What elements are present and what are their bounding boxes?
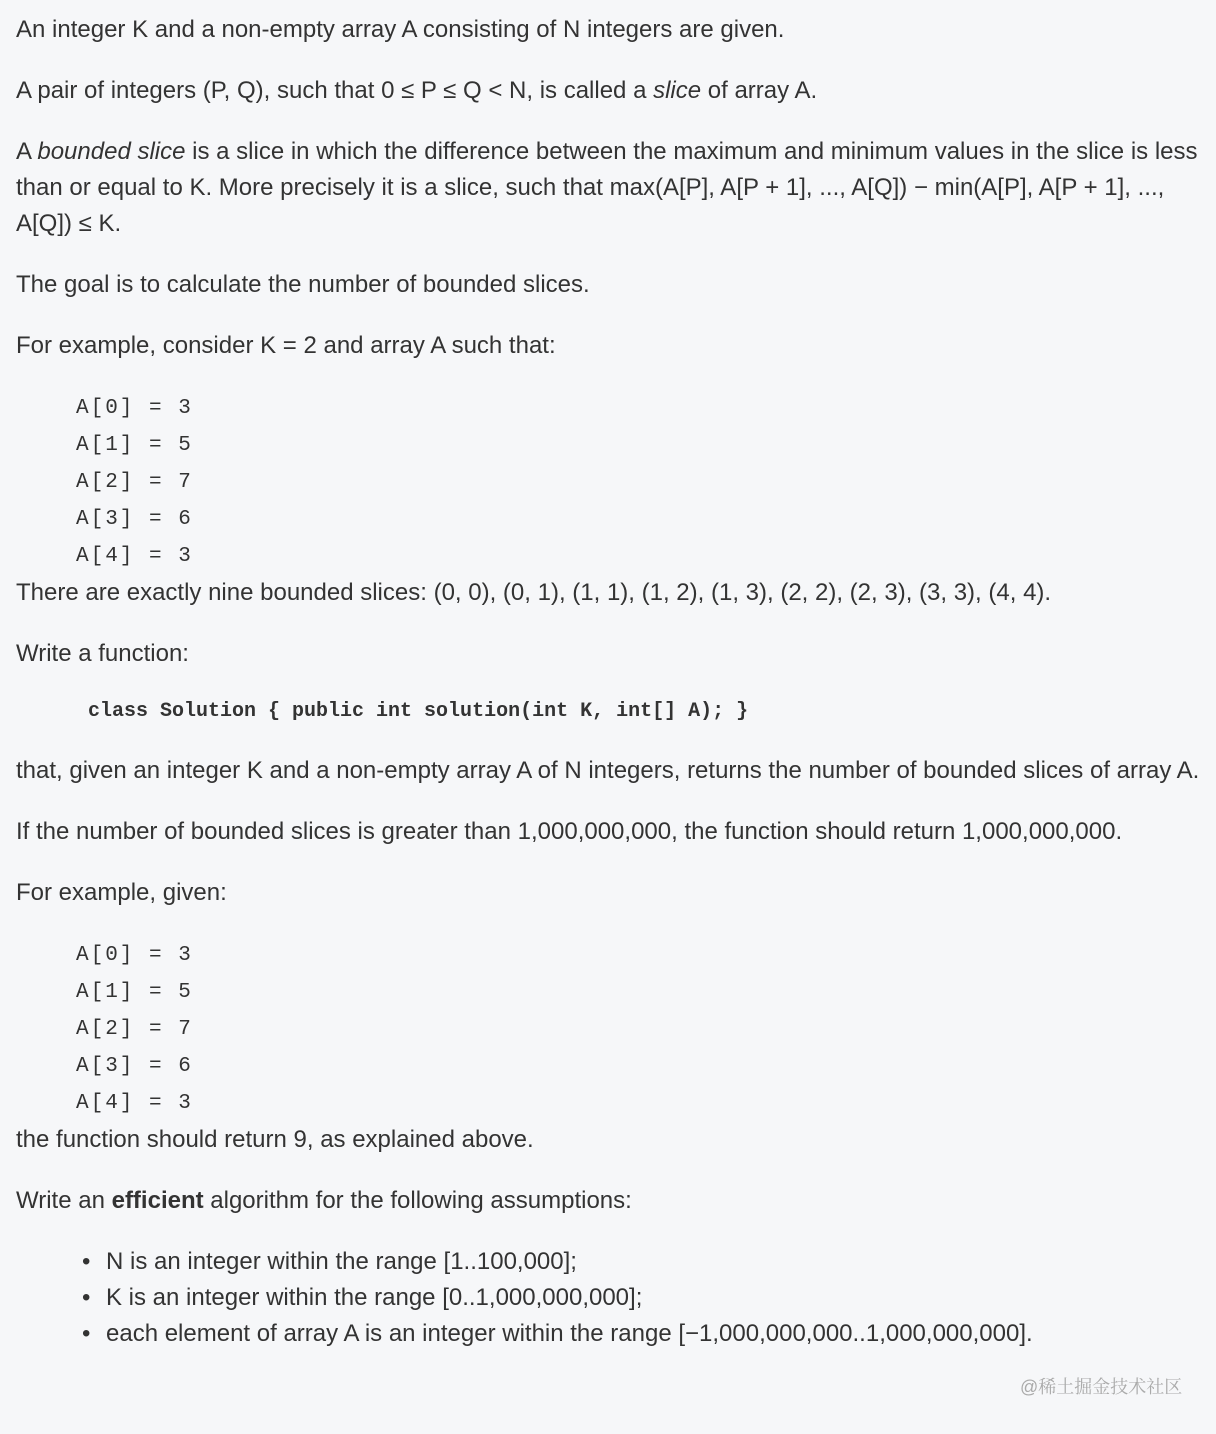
slice-definition: [16, 73, 1206, 109]
watermark: @稀土掘金技术社区: [1020, 1377, 1183, 1397]
code-line: A[2] = 7: [76, 471, 193, 494]
text: algorithm for the following assumptions:: [203, 1187, 632, 1214]
emphasis: bounded slice: [37, 138, 186, 165]
intro-paragraph: An integer K and a non-empty array A consisting of N integers are given.: [16, 16, 785, 43]
code-line: A[4] = 3: [76, 545, 193, 568]
function-signature: class Solution { public int solution(int K, int[] A); }: [88, 700, 749, 723]
bullet-icon: •: [82, 1248, 91, 1275]
slices-list: There are exactly nine bounded slices: (0, 0), (0, 1), (1, 1), (1, 2), (1, 3), (2, 2), (2, 3), (3, 3), (4, 4).: [16, 579, 1052, 606]
list-item: [82, 1316, 1206, 1352]
code-line: A[1] = 5: [76, 981, 193, 1004]
text: of array A.: [701, 77, 818, 104]
code-line: A[3] = 6: [76, 1055, 193, 1078]
code-line: A[0] = 3: [76, 944, 193, 967]
function-description: that, given an integer K and a non-empty array A of N integers, returns the number of bounded slices of array A.: [16, 757, 1200, 784]
write-function: Write a function:: [16, 640, 189, 667]
text: A pair of integers (P, Q), such that 0 ≤ P ≤ Q < N, is called a: [16, 77, 654, 104]
text: A: [16, 138, 38, 165]
text: is a slice in which the difference between the maximum and minimum values in the slice is less than or equal to K. More precisely it is a slice, such that max(A[P], A[P + 1], ..., A[Q]) − min(A[P], A[P + 1], ..., A[Q]) ≤ K.: [16, 138, 1198, 237]
code-line: A[2] = 7: [76, 1018, 193, 1041]
list-item: [82, 1244, 1206, 1280]
list-item-text: K is an integer within the range [0..1,000,000,000];: [106, 1284, 643, 1311]
bullet-icon: •: [82, 1284, 91, 1311]
problem-statement: [16, 12, 1206, 1352]
example-array-1: [76, 390, 1206, 575]
example-given: For example, given:: [16, 879, 227, 906]
assumptions-intro: [16, 1183, 1206, 1219]
text: Write an: [16, 1187, 112, 1214]
list-item-text: N is an integer within the range [1..100,000];: [106, 1248, 577, 1275]
code-line: A[3] = 6: [76, 508, 193, 531]
emphasis-strong: efficient: [111, 1187, 204, 1214]
overflow-note: If the number of bounded slices is greater than 1,000,000,000, the function should return 1,000,000,000.: [16, 818, 1123, 845]
assumptions-list: [16, 1244, 1206, 1352]
bullet-icon: •: [82, 1320, 91, 1347]
example-array-2: [76, 937, 1206, 1122]
list-item-text: each element of array A is an integer within the range [−1,000,000,000..1,000,000,000].: [106, 1320, 1033, 1347]
code-line: A[1] = 5: [76, 434, 193, 457]
code-line: A[0] = 3: [76, 397, 193, 420]
emphasis: slice: [653, 77, 702, 104]
expected-result: the function should return 9, as explained above.: [16, 1126, 534, 1153]
code-line: A[4] = 3: [76, 1092, 193, 1115]
example-intro: For example, consider K = 2 and array A such that:: [16, 332, 556, 359]
goal-paragraph: The goal is to calculate the number of bounded slices.: [16, 271, 590, 298]
list-item: [82, 1280, 1206, 1316]
bounded-slice-definition: [16, 134, 1206, 242]
